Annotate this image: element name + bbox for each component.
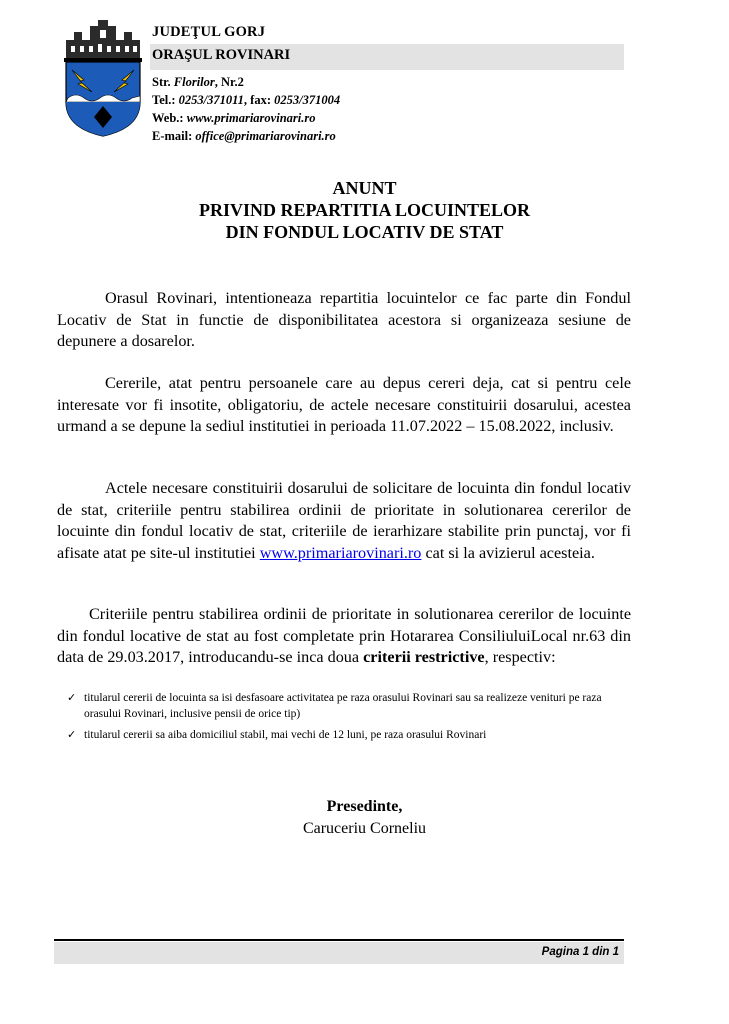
page-number: Pagina 1 din 1 bbox=[541, 946, 619, 958]
website-link[interactable]: www.primariarovinari.ro bbox=[259, 543, 422, 562]
checkmark-icon: ✓ bbox=[67, 729, 77, 741]
paragraph-deadline: Cererile, atat pentru persoanele care au depus cereri deja, cat si pentru cele interesate vor fi insotite, obligatoriu, de actele necesare constituirii dosarului, acestea urmand a se depune la sediul institutiei in perioada 11.07.2022 – 15.08.2022, inclusiv. bbox=[57, 374, 631, 435]
restrictive-criteria-label: criterii restrictive bbox=[363, 648, 485, 666]
email-link[interactable]: office@primariarovinari.ro bbox=[195, 129, 336, 143]
paragraph-documents bbox=[57, 478, 631, 564]
address-number: , Nr.2 bbox=[214, 75, 244, 89]
address-label: Str. bbox=[152, 75, 171, 89]
web-label: Web.: bbox=[152, 111, 184, 125]
address-line bbox=[152, 75, 244, 90]
paragraph-criteria bbox=[57, 604, 631, 669]
web-link[interactable]: www.primariarovinari.ro bbox=[186, 111, 316, 125]
email-label: E-mail: bbox=[152, 129, 193, 143]
document-subtitle-line2: DIN FONDUL LOCATIV DE STAT bbox=[225, 222, 504, 242]
paragraph-intro: Orasul Rovinari, intentioneaza repartitia locuintelor ce fac parte din Fondul Locativ de Stat in functie de disponibilitatea acestora si organizeaza sesiune de depunere a dosarelor. bbox=[57, 289, 631, 350]
county-name: JUDEŢUL GORJ bbox=[152, 24, 266, 40]
fax-label: , fax: bbox=[243, 93, 271, 107]
criteria-item bbox=[67, 690, 604, 722]
criteria-item bbox=[67, 727, 604, 743]
paragraph-criteria-tail: , respectiv: bbox=[484, 648, 556, 666]
paragraph-criteria-text: Criteriile pentru stabilirea ordinii de prioritate in solutionarea cererilor de locuinte din fondul locative de stat au fost completate prin Hotararea ConsiliuluiLocal nr.63 din data de 29.03.2017, introducandu-se inca doua bbox=[57, 605, 631, 666]
address-street: Florilor bbox=[173, 75, 215, 89]
phone-label: Tel.: bbox=[152, 93, 176, 107]
signature-role: Presedinte, bbox=[326, 798, 403, 815]
email-line bbox=[152, 129, 336, 144]
footer-band bbox=[54, 942, 624, 964]
phone-line bbox=[152, 93, 340, 108]
criteria-item-text: titularul cererii sa aiba domiciliul stabil, mai vechi de 12 luni, pe raza orasului Rovinari bbox=[84, 729, 487, 741]
web-line bbox=[152, 111, 315, 126]
footer-divider bbox=[54, 939, 624, 941]
checkmark-icon: ✓ bbox=[67, 692, 77, 704]
fax-value: 0253/371004 bbox=[274, 93, 341, 107]
document-subtitle-line1: PRIVIND REPARTITIA LOCUINTELOR bbox=[198, 200, 531, 220]
document-title: ANUNT bbox=[332, 178, 397, 198]
criteria-item-text: titularul cererii de locuinta sa isi desfasoare activitatea pe raza orasului Rovinari sau sa realizeze venituri pe raza orasului Rovinari, inclusive pensii de orice tip) bbox=[84, 692, 602, 720]
phone-value: 0253/371011 bbox=[178, 93, 244, 107]
signature-name: Caruceriu Corneliu bbox=[302, 820, 427, 837]
coat-of-arms-icon bbox=[62, 18, 144, 138]
paragraph-documents-tail: cat si la avizierul acesteia. bbox=[421, 543, 595, 562]
paragraph-documents-text: Actele necesare constituirii dosarului de solicitare de locuinta din fondul locativ de stat, criteriile pentru stabilirea ordinii de prioritate in solutionarea cererilor de locuinte din fondul locativ de stat, criteriile de ierarhizare stabilite prin punctaj, vor fi afisate atat pe site-ul institutiei bbox=[57, 479, 631, 562]
town-name: ORAŞUL ROVINARI bbox=[152, 47, 291, 63]
